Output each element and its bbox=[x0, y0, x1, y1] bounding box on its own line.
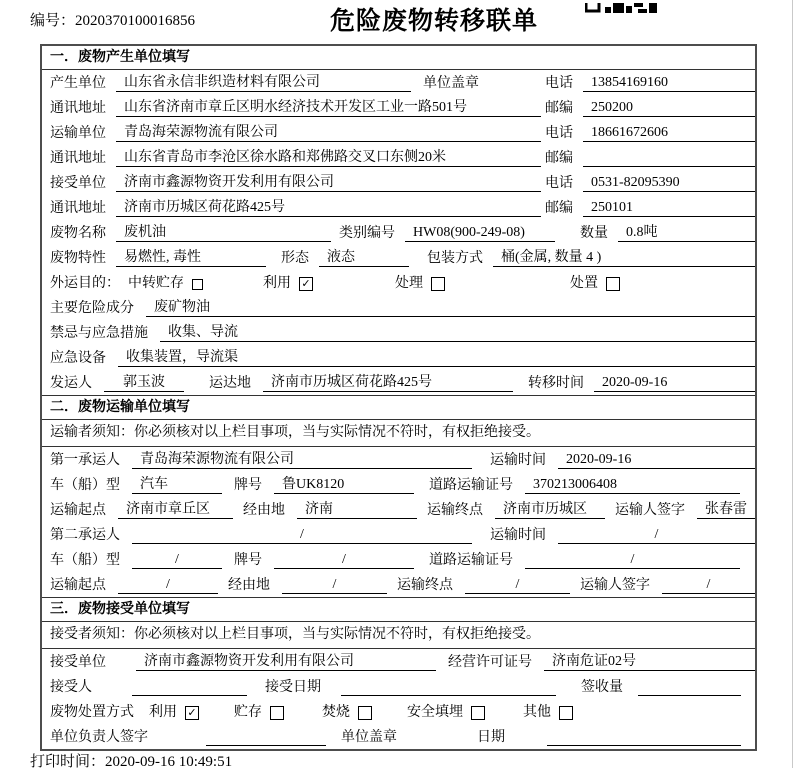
packing-label: 包装方式 bbox=[427, 251, 483, 266]
row-producer-unit bbox=[42, 70, 755, 95]
destination-label: 运达地 bbox=[209, 376, 251, 391]
vehicle-type-1-field: 汽车 bbox=[132, 476, 222, 494]
carrier-sign-label: 运输人签字 bbox=[615, 503, 685, 518]
transporter-zip-field bbox=[583, 150, 755, 167]
other-label: 其他 bbox=[523, 705, 551, 720]
via-label: 经由地 bbox=[243, 503, 285, 518]
receiver-person-label: 接受人 bbox=[50, 680, 92, 695]
carrier-sign-1-field: 张春雷 bbox=[697, 501, 755, 519]
origin-1-field: 济南市章丘区 bbox=[118, 501, 233, 519]
emergency-equipment-label: 应急设备 bbox=[50, 351, 106, 366]
via-label: 经由地 bbox=[228, 578, 270, 593]
section-2-title: 二．废物运输单位填写 bbox=[42, 395, 755, 420]
receive-unit-field: 济南市鑫源物资开发利用有限公司 bbox=[116, 174, 541, 192]
transport-unit-label: 运输单位 bbox=[50, 126, 106, 141]
waste-traits-label: 废物特性 bbox=[50, 251, 106, 266]
incinerate-checkbox bbox=[358, 706, 372, 720]
second-carrier-label: 第二承运人 bbox=[50, 528, 120, 543]
zip-label: 邮编 bbox=[545, 101, 573, 116]
row-first-carrier bbox=[42, 447, 755, 472]
row-transporter-address bbox=[42, 145, 755, 170]
transporter-address-field: 山东省青岛市李沧区徐水路和郑佛路交叉口东侧20米 bbox=[116, 149, 541, 167]
address-label: 通讯地址 bbox=[50, 201, 106, 216]
disposal-method-label: 废物处置方式 bbox=[50, 705, 134, 720]
waste-name-label: 废物名称 bbox=[50, 226, 106, 241]
producer-unit-field: 山东省永信非织造材料有限公司 bbox=[116, 74, 411, 92]
receive-unit-label: 接受单位 bbox=[50, 655, 106, 670]
carrier-sign-label: 运输人签字 bbox=[580, 578, 650, 593]
emergency-equipment-field: 收集装置，导流渠 bbox=[118, 349, 755, 367]
row-receive-unit bbox=[42, 170, 755, 195]
row-waste-name bbox=[42, 220, 755, 245]
permit-no-label: 经营许可证号 bbox=[448, 655, 532, 670]
row-receiver-address bbox=[42, 195, 755, 220]
origin-label: 运输起点 bbox=[50, 578, 106, 593]
row-emergency-equipment bbox=[42, 345, 755, 370]
address-label: 通讯地址 bbox=[50, 151, 106, 166]
waste-name-field: 废机油 bbox=[116, 224, 331, 242]
row-route-2 bbox=[42, 572, 755, 597]
landfill-label: 安全填埋 bbox=[407, 705, 463, 720]
storage-label: 贮存 bbox=[234, 705, 262, 720]
receiver-notice: 接受者须知：你必须核对以上栏目事项，当与实际情况不符时，有权拒绝接受。 bbox=[42, 622, 755, 649]
receiving-unit-field: 济南市鑫源物资开发利用有限公司 bbox=[136, 653, 436, 671]
consignor-label: 发运人 bbox=[50, 376, 92, 391]
packing-field: 桶(金属, 数量 4 ) bbox=[493, 249, 755, 267]
use-label: 利用 bbox=[149, 705, 177, 720]
row-receiver-person bbox=[42, 674, 755, 699]
quantity-field: 0.8吨 bbox=[618, 224, 755, 242]
manager-sign-label: 单位负责人签字 bbox=[50, 730, 148, 745]
consignor-field: 郭玉波 bbox=[104, 374, 184, 392]
unit-seal-label: 单位盖章 bbox=[341, 730, 397, 745]
received-qty-label: 签收量 bbox=[581, 680, 623, 695]
row-main-hazard bbox=[42, 295, 755, 320]
row-outbound-purpose bbox=[42, 270, 755, 295]
storage-checkbox bbox=[270, 706, 284, 720]
road-permit-2-field: / bbox=[525, 551, 740, 569]
producer-zip-field: 250200 bbox=[583, 99, 755, 117]
row-vehicle-1 bbox=[42, 472, 755, 497]
landfill-checkbox bbox=[471, 706, 485, 720]
plate-no-2-field: / bbox=[274, 551, 414, 569]
form-label: 形态 bbox=[281, 251, 309, 266]
form-field: 液态 bbox=[319, 249, 409, 267]
origin-label: 运输起点 bbox=[50, 503, 106, 518]
origin-2-field: / bbox=[118, 576, 218, 594]
receiver-person-field bbox=[132, 679, 247, 696]
manifest-table bbox=[40, 44, 757, 751]
taboo-measures-field: 收集、导流 bbox=[160, 324, 755, 342]
destination-field: 济南市历城区荷花路425号 bbox=[263, 374, 513, 392]
serial-value: 2020370100016856 bbox=[75, 13, 196, 29]
transfer-time-label: 转移时间 bbox=[528, 376, 584, 391]
vehicle-type-label: 车（船）型 bbox=[50, 478, 120, 493]
transport-unit-field: 青岛海荣源物流有限公司 bbox=[116, 124, 541, 142]
vehicle-type-2-field: / bbox=[132, 551, 222, 569]
road-permit-label: 道路运输证号 bbox=[429, 553, 513, 568]
main-hazard-field: 废矿物油 bbox=[146, 299, 755, 317]
disposal-use-checkbox bbox=[185, 706, 199, 720]
terminus-label: 运输终点 bbox=[397, 578, 453, 593]
main-hazard-label: 主要危险成分 bbox=[50, 301, 134, 316]
check-icon: ✓ bbox=[301, 278, 311, 290]
row-producer-address bbox=[42, 95, 755, 120]
category-no-field: HW08(900-249-08) bbox=[405, 224, 555, 242]
incinerate-label: 焚烧 bbox=[322, 705, 350, 720]
page-edge-line bbox=[792, 0, 793, 768]
first-carrier-label: 第一承运人 bbox=[50, 453, 120, 468]
row-second-carrier bbox=[42, 522, 755, 547]
document-header bbox=[0, 0, 796, 44]
qr-code-fragment-icon bbox=[585, 0, 657, 18]
producer-phone-field: 13854169160 bbox=[583, 74, 755, 92]
transport-time-label: 运输时间 bbox=[490, 453, 546, 468]
print-time-label: 打印时间： bbox=[30, 754, 106, 770]
plate-no-1-field: 鲁UK8120 bbox=[274, 476, 414, 494]
category-no-label: 类别编号 bbox=[339, 226, 395, 241]
phone-label: 电话 bbox=[545, 76, 573, 91]
zip-label: 邮编 bbox=[545, 201, 573, 216]
transporter-notice: 运输者须知：你必须核对以上栏目事项，当与实际情况不符时，有权拒绝接受。 bbox=[42, 420, 755, 447]
permit-no-field: 济南危证02号 bbox=[544, 653, 755, 671]
transfer-storage-label: 中转贮存 bbox=[128, 276, 184, 291]
address-label: 通讯地址 bbox=[50, 101, 106, 116]
unit-seal-label: 单位盖章 bbox=[423, 76, 479, 91]
waste-traits-field: 易燃性, 毒性 bbox=[116, 249, 266, 267]
via-2-field: / bbox=[282, 576, 387, 594]
quantity-label: 数量 bbox=[580, 226, 608, 241]
treat-checkbox bbox=[431, 277, 445, 291]
receive-date-label: 接受日期 bbox=[265, 680, 321, 695]
receiver-zip-field: 250101 bbox=[583, 199, 755, 217]
transporter-phone-field: 18661672606 bbox=[583, 124, 755, 142]
outbound-purpose-label: 外运目的： bbox=[50, 276, 120, 291]
plate-no-label: 牌号 bbox=[234, 478, 262, 493]
road-permit-1-field: 370213006408 bbox=[525, 476, 740, 494]
plate-no-label: 牌号 bbox=[234, 553, 262, 568]
page-title: 危险废物转移联单 bbox=[330, 8, 539, 35]
use-checkbox bbox=[299, 277, 313, 291]
first-carrier-field: 青岛海荣源物流有限公司 bbox=[132, 451, 472, 469]
dispose-label: 处置 bbox=[570, 276, 598, 291]
row-disposal-method bbox=[42, 699, 755, 724]
manager-sign-field bbox=[206, 729, 326, 746]
section-1-title: 一．废物产生单位填写 bbox=[42, 46, 755, 70]
terminus-label: 运输终点 bbox=[427, 503, 483, 518]
second-carrier-field: / bbox=[132, 526, 472, 544]
terminus-2-field: / bbox=[465, 576, 570, 594]
row-receiving-unit bbox=[42, 649, 755, 674]
carrier-sign-2-field: / bbox=[662, 576, 755, 594]
row-taboo-measures bbox=[42, 320, 755, 345]
receiver-phone-field: 0531-82095390 bbox=[583, 174, 755, 192]
print-time-value: 2020-09-16 10:49:51 bbox=[105, 754, 233, 770]
producer-unit-label: 产生单位 bbox=[50, 76, 106, 91]
transport-time-2-field: / bbox=[558, 526, 755, 544]
receive-date-field bbox=[341, 679, 556, 696]
via-1-field: 济南 bbox=[297, 501, 417, 519]
row-waste-traits bbox=[42, 245, 755, 270]
producer-address-field: 山东省济南市章丘区明水经济技术开发区工业一路501号 bbox=[116, 99, 541, 117]
row-manager-sign bbox=[42, 724, 755, 749]
row-route-1 bbox=[42, 497, 755, 522]
section-3-title: 三．废物接受单位填写 bbox=[42, 597, 755, 622]
receive-unit-label: 接受单位 bbox=[50, 176, 106, 191]
transfer-time-field: 2020-09-16 bbox=[594, 374, 755, 392]
road-permit-label: 道路运输证号 bbox=[429, 478, 513, 493]
transport-time-label: 运输时间 bbox=[490, 528, 546, 543]
other-checkbox bbox=[559, 706, 573, 720]
phone-label: 电话 bbox=[545, 126, 573, 141]
row-transport-unit bbox=[42, 120, 755, 145]
vehicle-type-label: 车（船）型 bbox=[50, 553, 120, 568]
taboo-measures-label: 禁忌与应急措施 bbox=[50, 326, 148, 341]
serial-label: 编号： bbox=[30, 13, 76, 29]
date-label: 日期 bbox=[477, 730, 505, 745]
zip-label: 邮编 bbox=[545, 151, 573, 166]
transport-time-1-field: 2020-09-16 bbox=[558, 451, 755, 469]
transfer-storage-checkbox bbox=[192, 279, 203, 290]
treat-label: 处理 bbox=[395, 276, 423, 291]
use-label: 利用 bbox=[263, 276, 291, 291]
row-consignor bbox=[42, 370, 755, 395]
serial-number bbox=[30, 9, 195, 30]
received-qty-field bbox=[638, 679, 741, 696]
phone-label: 电话 bbox=[545, 176, 573, 191]
check-icon: ✓ bbox=[187, 707, 197, 719]
row-vehicle-2 bbox=[42, 547, 755, 572]
date-field bbox=[547, 729, 741, 746]
receiver-address-field: 济南市历城区荷花路425号 bbox=[116, 199, 541, 217]
terminus-1-field: 济南市历城区 bbox=[495, 501, 605, 519]
dispose-checkbox bbox=[606, 277, 620, 291]
